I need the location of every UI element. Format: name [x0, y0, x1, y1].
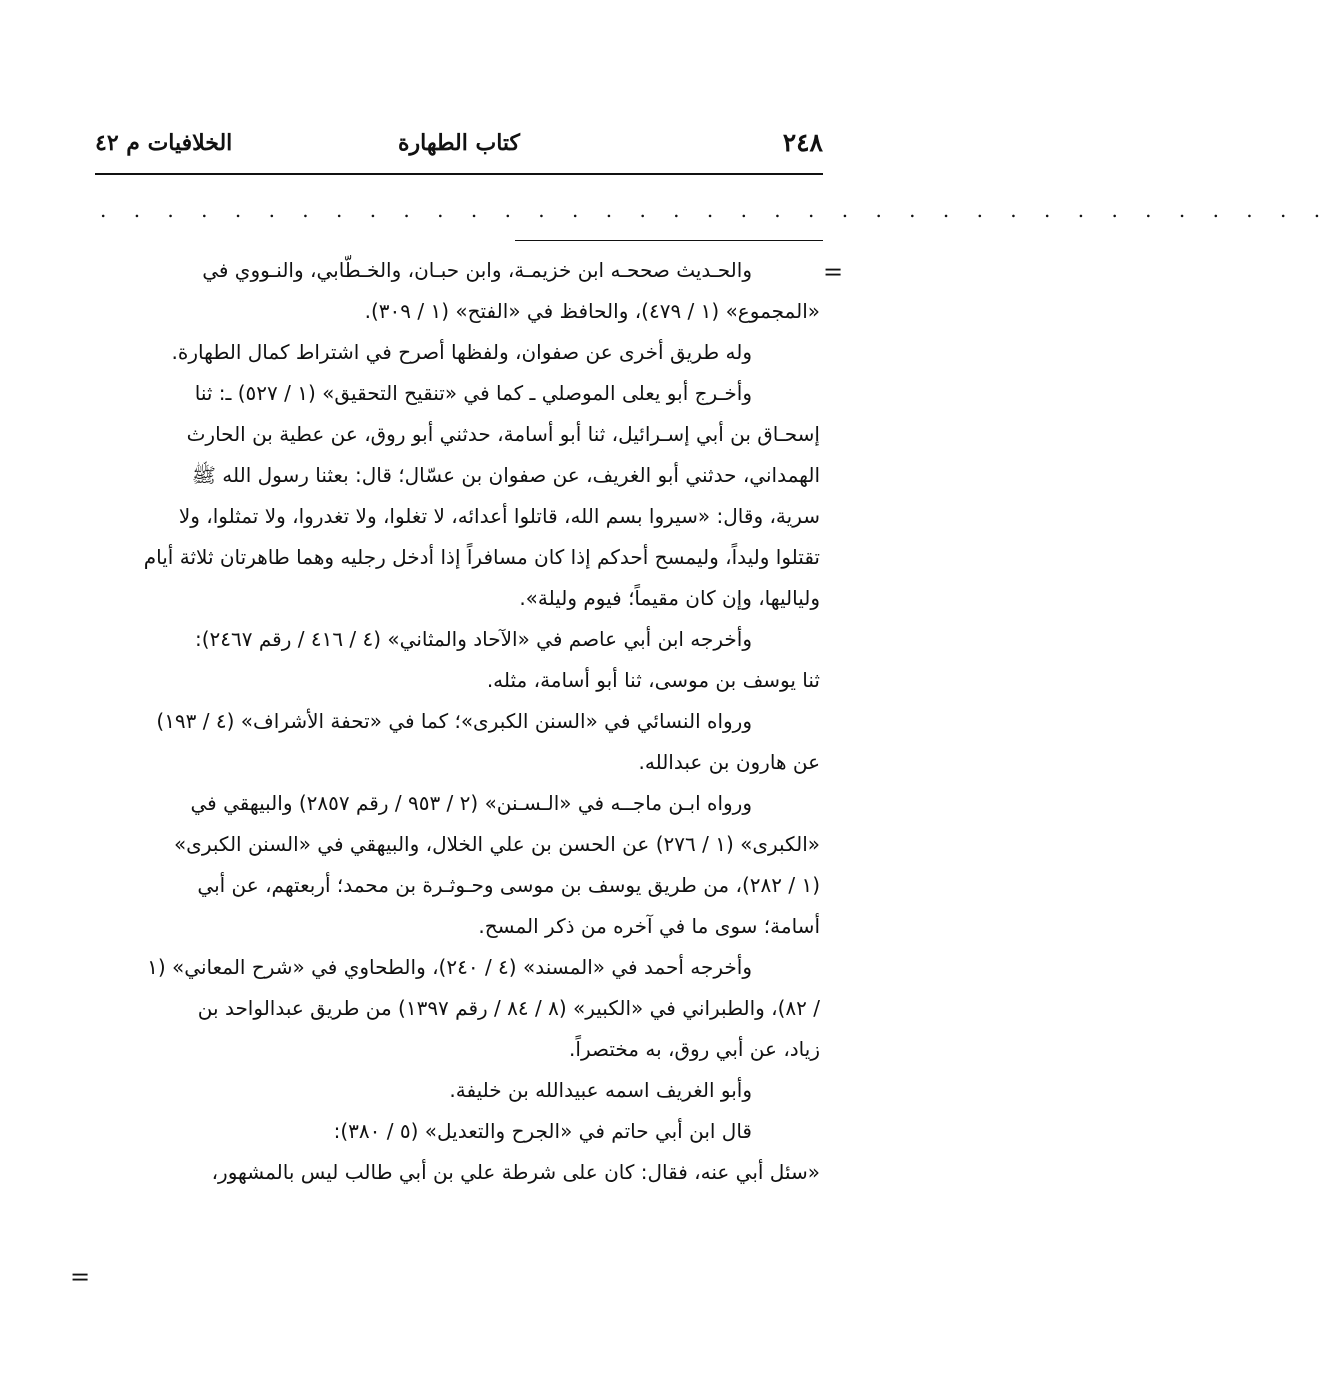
text-line: إسحـاق بن أبي إسـرائيل، ثنا أبو أسامة، حدثني أبو روق، عن عطية بن الحارث: [186, 422, 820, 446]
chapter-title: كتاب الطهارة: [397, 130, 521, 156]
text-line: ورواه ابـن ماجــه في «الـسـنن» (٢ / ٩٥٣ / رقم ٢٨٥٧) والبيهقي في: [190, 791, 752, 815]
footnote-text: [95, 250, 820, 1193]
text-line: وله طريق أخرى عن صفوان، ولفظها أصرح في اشتراط كمال الطهارة.: [171, 340, 752, 364]
text-line: ثنا يوسف بن موسى، ثنا أبو أسامة، مثله.: [486, 668, 820, 692]
continuation-mark-start: =: [823, 258, 844, 286]
text-line: زياد، عن أبي روق، به مختصراً.: [569, 1037, 820, 1061]
volume-marker: الخلافيات م ٤٢: [95, 130, 233, 156]
text-line: «الكبرى» (١ / ٢٧٦) عن الحسن بن علي الخلال، والبيهقي في «السنن الكبرى»: [173, 832, 820, 856]
text-line: سرية، وقال: «سيروا بسم الله، قاتلوا أعدائه، لا تغلوا، ولا تغدروا، ولا تمثلوا، ولا: [178, 504, 820, 528]
text-line: تقتلوا وليداً، وليمسح أحدكم إذا كان مسافراً إذا أدخل رجليه وهما طاهرتان ثلاثة أيام: [143, 545, 820, 569]
text-line: «المجموع» (١ / ٤٧٩)، والحافظ في «الفتح» (١ / ٣٠٩).: [364, 299, 820, 323]
text-line: ورواه النسائي في «السنن الكبرى»؛ كما في «تحفة الأشراف» (٤ / ١٩٣): [156, 709, 752, 733]
header-rule: [95, 173, 823, 175]
text-line: والحـديث صححـه ابن خزيمـة، وابن حبـان، والخـطّابي، والنـووي في: [202, 258, 752, 282]
text-line: الهمداني، حدثني أبو الغريف، عن صفوان بن عسّال؛ قال: بعثنا رسول الله ﷺ: [191, 463, 820, 487]
continuation-mark-end: =: [70, 1263, 91, 1291]
text-line: (١ / ٢٨٢)، من طريق يوسف بن موسى وحـوثـرة بن محمد؛ أربعتهم، عن أبي: [197, 873, 820, 897]
page-header: [95, 128, 823, 168]
text-line: وأخـرج أبو يعلى الموصلي ـ كما في «تنقيح التحقيق» (١ / ٥٢٧) ـ: ثنا: [194, 381, 752, 405]
footnote-rule: [515, 240, 823, 241]
separator-dots: . . . . . . . . . . . . . . . . . . . . . . . . . . . . . . . . . . . . .: [100, 198, 1331, 222]
text-line: وأبو الغريف اسمه عبيدالله بن خليفة.: [449, 1078, 752, 1102]
text-line: عن هارون بن عبدالله.: [638, 750, 820, 774]
text-line: قال ابن أبي حاتم في «الجرح والتعديل» (٥ / ٣٨٠):: [333, 1119, 752, 1143]
text-line: ولياليها، وإن كان مقيماً؛ فيوم وليلة».: [519, 586, 820, 610]
text-line: / ٨٢)، والطبراني في «الكبير» (٨ / ٨٤ / رقم ١٣٩٧) من طريق عبدالواحد بن: [197, 996, 820, 1020]
text-line: وأخرجه ابن أبي عاصم في «الآحاد والمثاني» (٤ / ٤١٦ / رقم ٢٤٦٧):: [194, 627, 752, 651]
page-number: ٢٤٨: [782, 128, 823, 157]
text-line: وأخرجه أحمد في «المسند» (٤ / ٢٤٠)، والطحاوي في «شرح المعاني» (١: [147, 955, 752, 979]
text-line: «سئل أبي عنه، فقال: كان على شرطة علي بن أبي طالب ليس بالمشهور،: [211, 1160, 820, 1184]
text-line: أسامة؛ سوى ما في آخره من ذكر المسح.: [478, 914, 820, 938]
